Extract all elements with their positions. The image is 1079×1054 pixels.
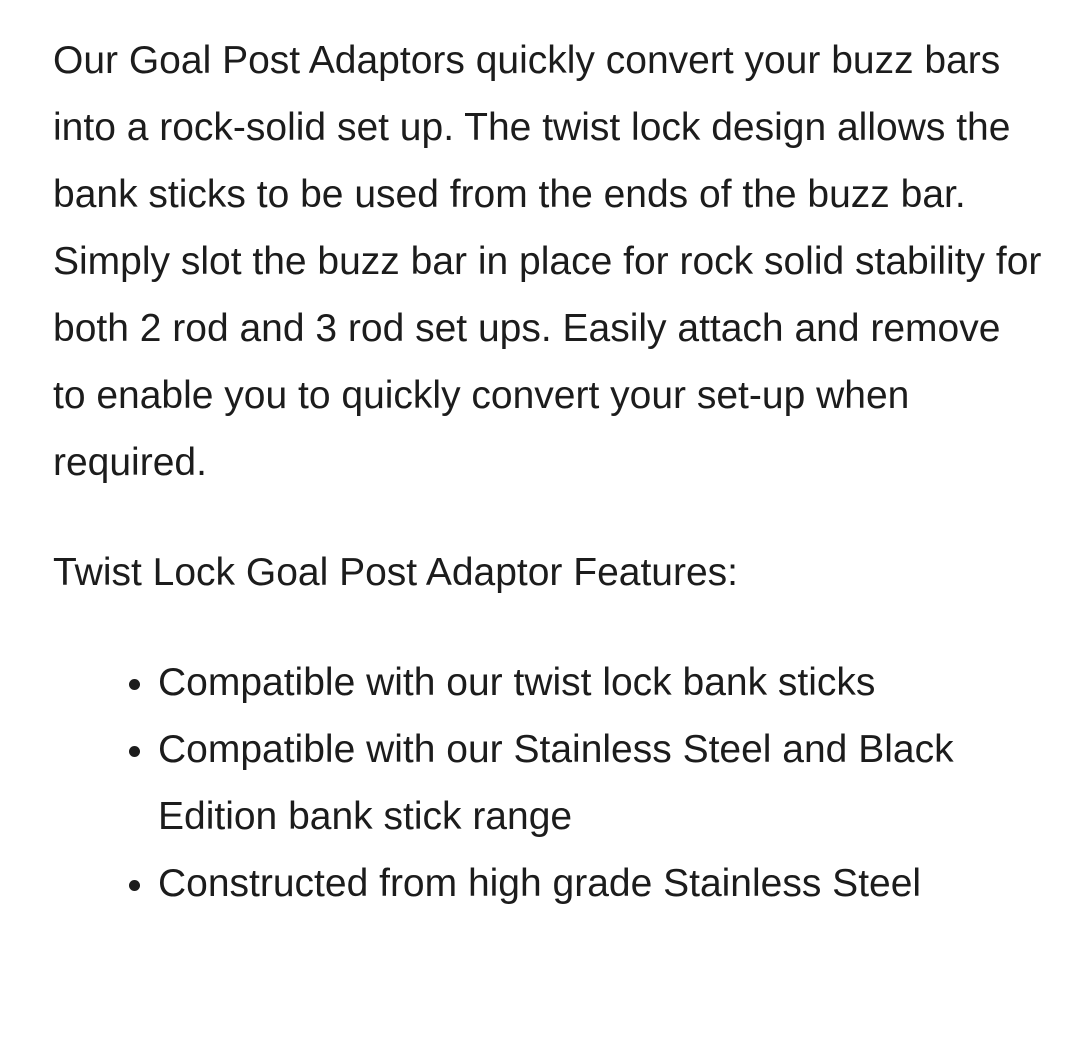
- list-item: • Compatible with our Stainless Steel and Black Edition bank stick range: [158, 716, 1043, 850]
- product-description: [53, 27, 1043, 917]
- features-list: [53, 649, 1043, 917]
- intro-paragraph: Our Goal Post Adaptors quickly convert your buzz bars into a rock-solid set up. The twist lock design allows the bank sticks to be used from the ends of the buzz bar. Simply slot the buzz bar in place for rock solid stability for both 2 rod and 3 rod set ups. Easily attach and remove to enable you to quickly convert your set-up when required.: [53, 39, 1042, 484]
- list-item: • Constructed from high grade Stainless Steel: [158, 850, 1043, 917]
- list-item: • Compatible with our twist lock bank sticks: [158, 649, 1043, 716]
- features-heading: Twist Lock Goal Post Adaptor Features:: [53, 551, 738, 594]
